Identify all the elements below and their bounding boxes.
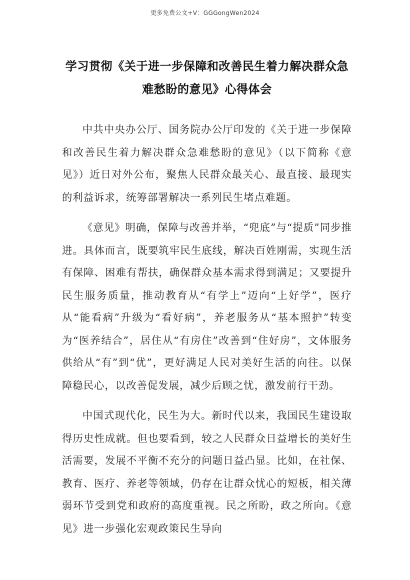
header-note: 更多免费公文+V：GGGongWen2024 <box>150 10 260 17</box>
document-title: 学习贯彻《关于进一步保障和改善民生着力解决群众急难愁盼的意见》心得体会 <box>65 59 349 96</box>
paragraph-1: 中共中央办公厅、国务院办公厅印发的《关于进一步保障和改善民生着力解决群众急难愁盼的意见》（以下简称《意见》）近日对外公布，聚焦人民群众最关心、最直接、最现实的利益诉求，统筹部署解决一系列民生堵点难题。 <box>62 125 352 204</box>
document-body <box>62 120 352 549</box>
paragraph-2: 《意见》明确，保障与改善并举，“兜底”与“提质”同步推进。具体而言，既要筑牢民生底线，解决百姓刚需，实现生活有保障、困难有帮扶，确保群众基本需求得到满足；又要提升民生服务质量，推动教育从“有学上”迈向“上好学”，医疗从“能看病”升级为“看好病”，养老服务从“基本照护”转变为“医养结合”，居住从“有房住”改善到“住好房”，文体服务供给从“有”到“优”，更好满足人民对美好生活的向往。以保障稳民心，以改善促发展，减少后顾之忧，激发前行干劲。 <box>62 223 352 392</box>
paragraph-3: 中国式现代化，民生为大。新时代以来，我国民生建设取得历史性成就。但也要看到，较之人民群众日益增长的美好生活需要，发展不平衡不充分的问题日益凸显。比如，在社保、教育、医疗、养老等领域，仍存在让群众忧心的短板，相关薄弱环节受到党和政府的高度重视。民之所盼，政之所向。《意见》进一步强化宏观政策民生导向 <box>62 411 352 535</box>
